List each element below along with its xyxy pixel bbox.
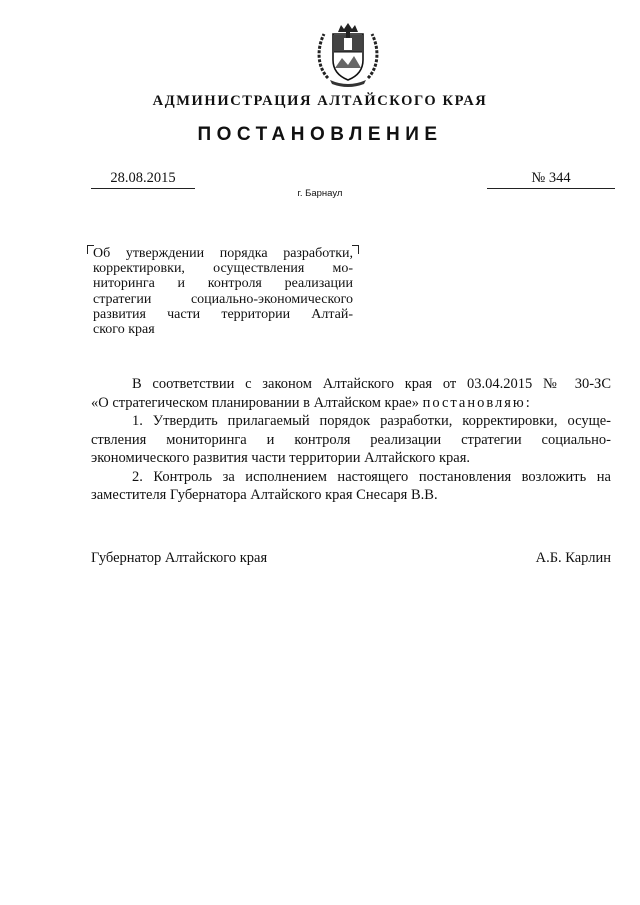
subject-line: стратегии социально-экономического [93, 291, 353, 307]
paragraph-3-line-2: заместителя Губернатора Алтайского края Снесаря В.В. [91, 487, 438, 503]
subject-line: развития части территории Алтай- [93, 306, 353, 322]
decree-word: постановляю: [422, 394, 532, 411]
document-body [91, 375, 611, 505]
subject-block [93, 246, 353, 337]
paragraph-3-line-1: 2. Контроль за исполнением настоящего постановления возложить на [132, 468, 611, 485]
subject-line: ниторинга и контроля реализации [93, 276, 353, 292]
organization-title: АДМИНИСТРАЦИЯ АЛТАЙСКОГО КРАЯ [152, 93, 488, 109]
document-number: № 344 [487, 170, 615, 189]
paragraph-1-line-1: В соответствии с законом Алтайского края от 03.04.2015 № 30-ЗС [132, 376, 611, 392]
paragraph-2-line-3: экономического развития части территории Алтайского края. [91, 450, 471, 466]
paragraph-1-line-2 [91, 394, 611, 413]
document-date: 28.08.2015 [91, 170, 195, 189]
coat-of-arms-icon [314, 20, 382, 90]
paragraph-2-line-1: 1. Утвердить прилагаемый порядок разработки, корректировки, осуще- [132, 413, 611, 429]
subject-line: ского края [93, 322, 155, 338]
subject-line: корректировки, осуществления мо- [93, 261, 353, 277]
signatory-name: А.Б. Карлин [535, 550, 611, 566]
paragraph-2-line-2: ствления мониторинга и контроля реализации стратегии социально- [91, 431, 611, 448]
document-city: г. Барнаул [297, 188, 343, 199]
document-type-title: ПОСТАНОВЛЕНИЕ [197, 124, 443, 145]
subject-bracket-right [352, 245, 359, 254]
law-reference: «О стратегическом планировании в Алтайском крае» [91, 394, 419, 411]
signatory-title: Губернатор Алтайского края [91, 550, 268, 566]
subject-line: Об утверждении порядка разработки, [93, 246, 353, 261]
